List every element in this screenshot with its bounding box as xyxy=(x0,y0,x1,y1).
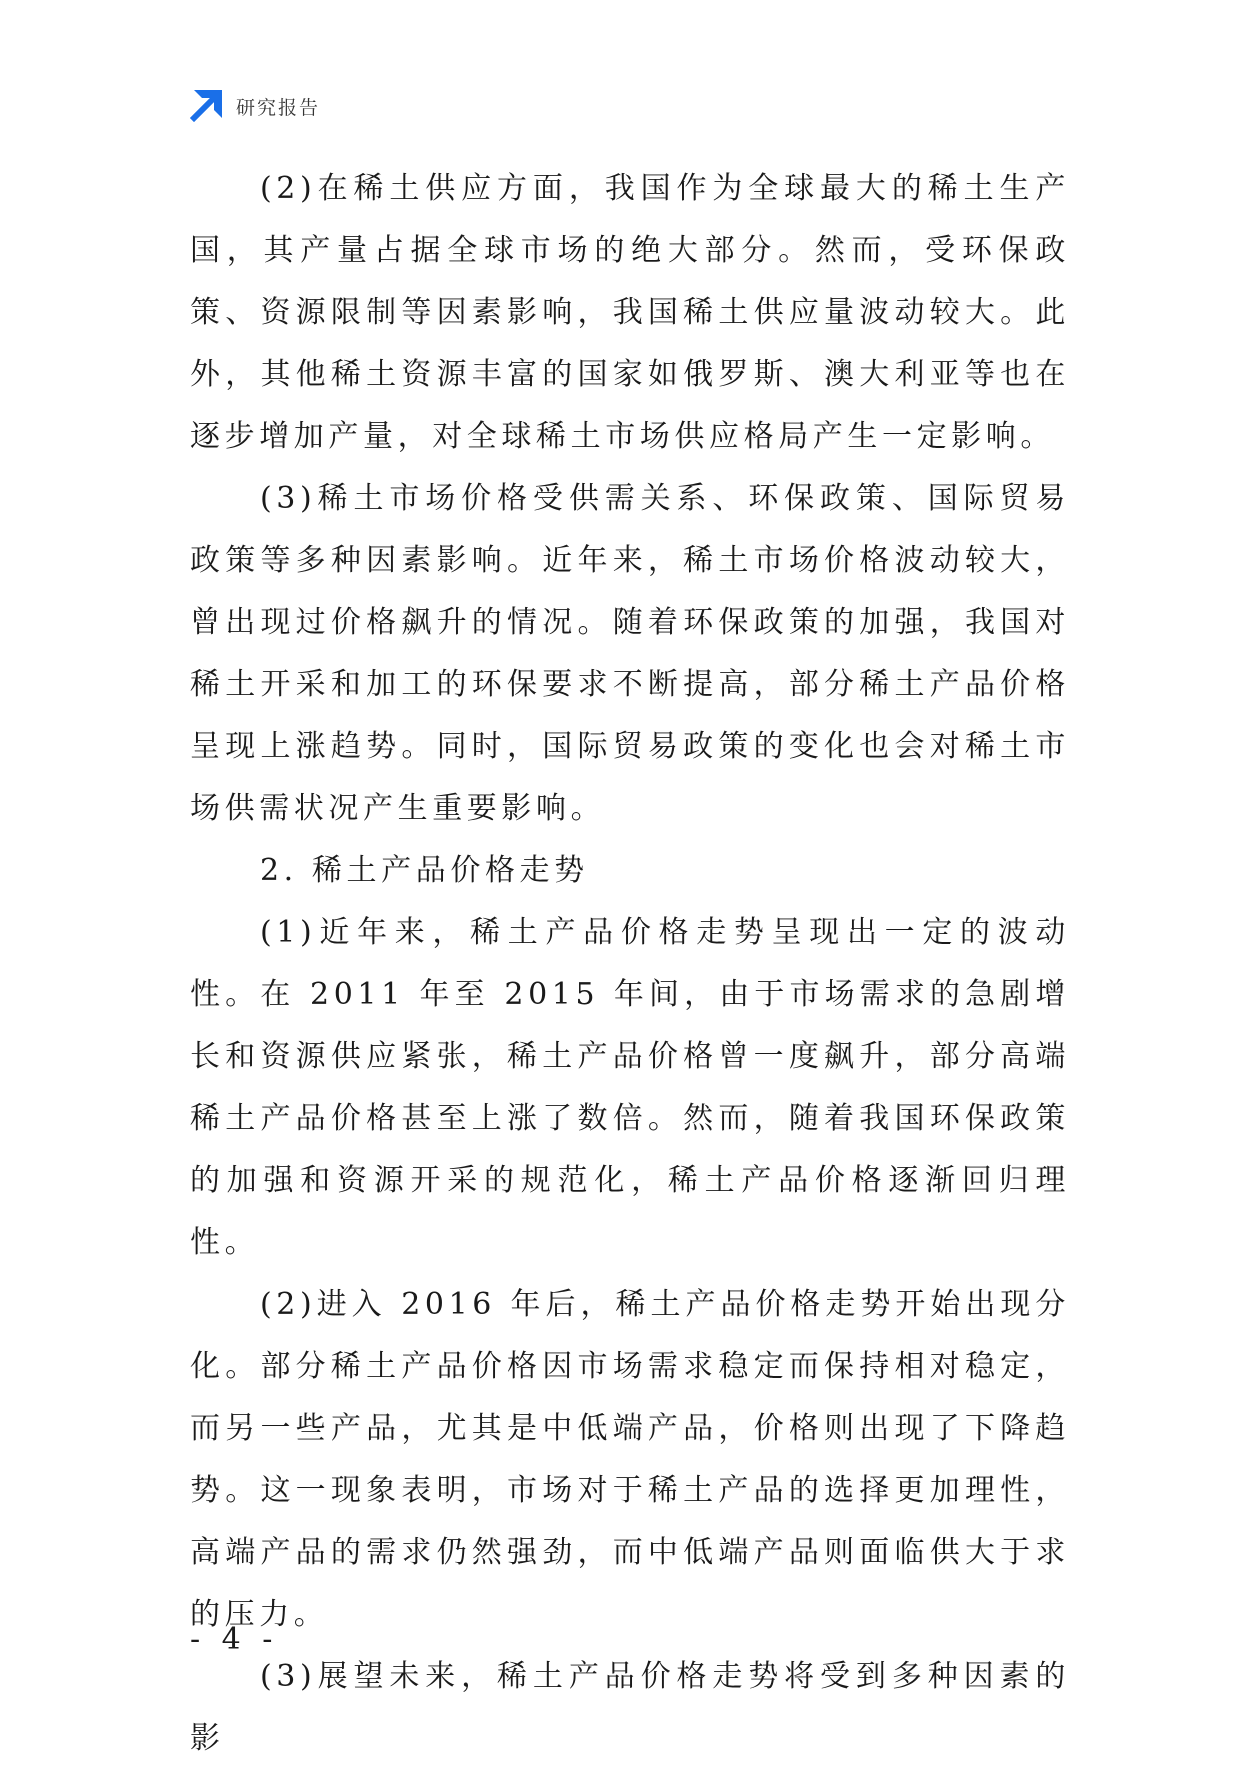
paragraph-price-trend-1: (1)近年来，稀土产品价格走势呈现出一定的波动性。在 2011 年至 2015 年间，由于市场需求的急剧增长和资源供应紧张，稀土产品价格曾一度飙升，部分高端稀土产品价格甚至上涨了数倍。然而，随着我国环保政策的加强和资源开采的规范化，稀土产品价格逐渐回归理性。 xyxy=(190,915,1070,1260)
page-number: - 4 - xyxy=(190,1622,279,1657)
paragraph-price-factors: (3)稀土市场价格受供需关系、环保政策、国际贸易政策等多种因素影响。近年来，稀土市场价格波动较大，曾出现过价格飙升的情况。随着环保政策的加强，我国对稀土开采和加工的环保要求不断提高，部分稀土产品价格呈现上涨趋势。同时，国际贸易政策的变化也会对稀土市场供需状况产生重要影响。 xyxy=(190,481,1070,826)
paragraph-outlook: (3)展望未来，稀土产品价格走势将受到多种因素的影 xyxy=(190,1659,1070,1756)
document-body xyxy=(190,158,1070,1770)
arrow-logo-icon xyxy=(190,90,222,122)
report-header xyxy=(190,88,320,124)
section-heading: 2. 稀土产品价格走势 xyxy=(260,853,589,888)
paragraph-price-trend-2: (2)进入 2016 年后，稀土产品价格走势开始出现分化。部分稀土产品价格因市场需求稳定而保持相对稳定，而另一些产品，尤其是中低端产品，价格则出现了下降趋势。这一现象表明，市场对于稀土产品的选择更加理性，高端产品的需求仍然强劲，而中低端产品则面临供大于求的压力。 xyxy=(190,1287,1070,1632)
paragraph-supply: (2)在稀土供应方面，我国作为全球最大的稀土生产国，其产量占据全球市场的绝大部分。然而，受环保政策、资源限制等因素影响，我国稀土供应量波动较大。此外，其他稀土资源丰富的国家如俄罗斯、澳大利亚等也在逐步增加产量，对全球稀土市场供应格局产生一定影响。 xyxy=(190,171,1070,454)
header-title: 研究报告 xyxy=(236,96,321,119)
